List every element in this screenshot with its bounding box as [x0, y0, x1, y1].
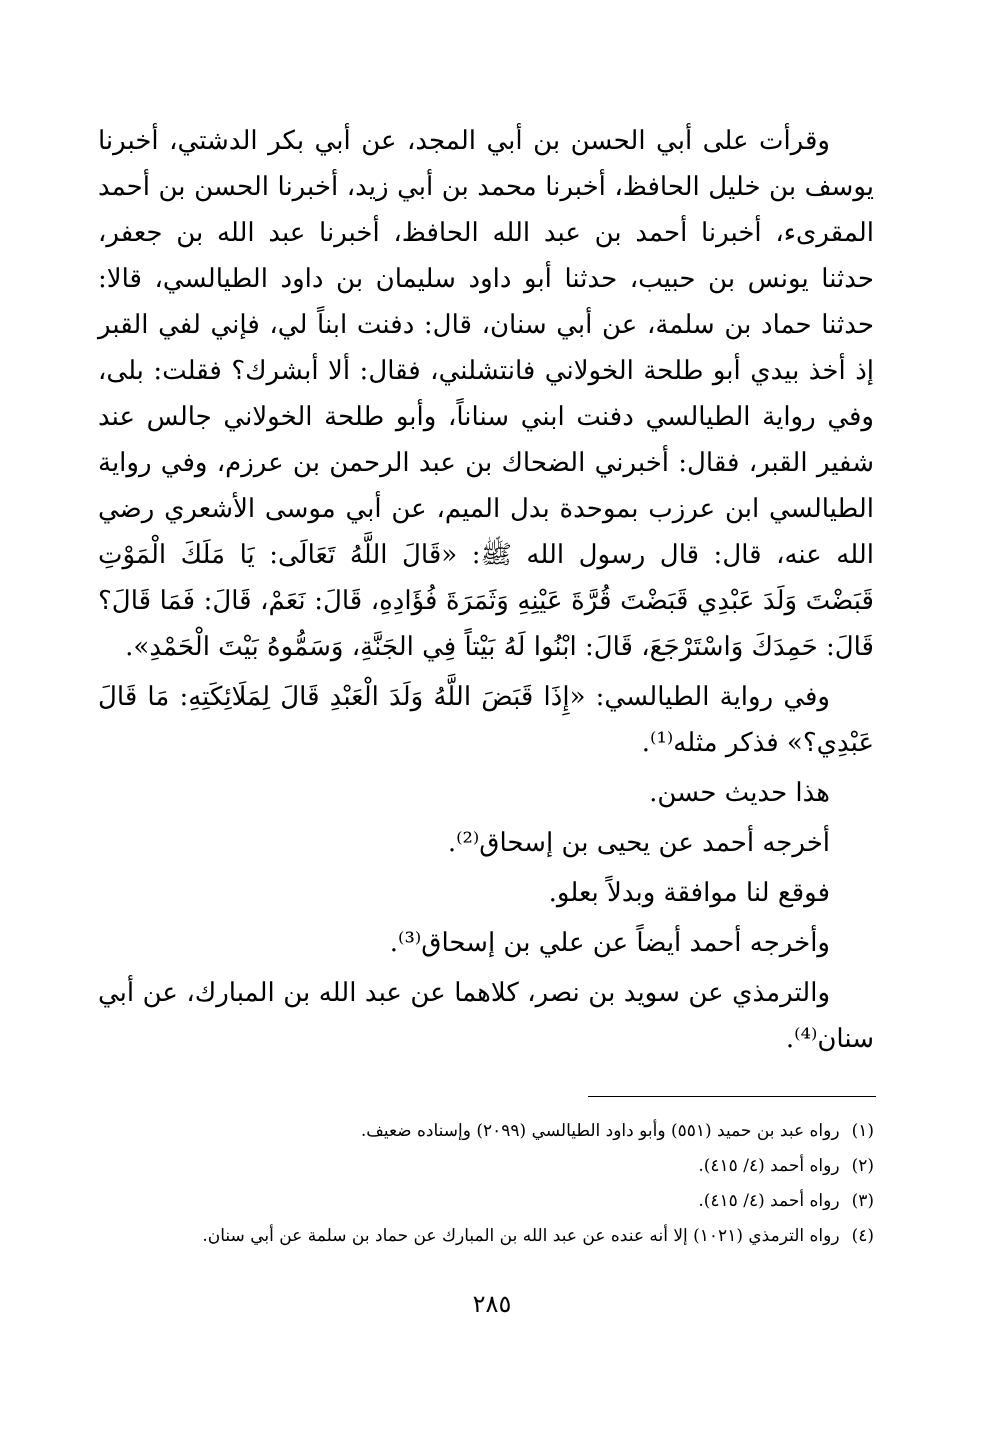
footnote-text: رواه عبد بن حميد (٥٥١) وأبو داود الطيالسي (٢٠٩٩) وإسناده ضعيف. [360, 1121, 840, 1141]
footnote-divider [588, 1096, 876, 1097]
paragraph-isnad: وقرأت على أبي الحسن بن أبي المجد، عن أبي بكر الدشتي، أخبرنا يوسف بن خليل الحافظ، أخبرنا محمد بن أبي زيد، أخبرنا الحسن بن أحمد المقرىء، أخبرنا أحمد بن عبد الله الحافظ، أخبرنا عبد الله بن جعفر، حدثنا يونس بن حبيب، حدثنا أبو داود سليمان بن داود الطيالسي، قالا: حدثنا حماد بن سلمة، عن أبي سنان، قال: دفنت ابناً لي، فإني لفي القبر إذ أخذ بيدي أبو طلحة الخولاني فانتشلني، فقال: ألا أبشرك؟ فقلت: بلى، وفي رواية الطيالسي دفنت ابني سناناً، وأبو طلحة الخولاني جالس عند شفير القبر، فقال: أخبرني الضحاك بن عبد الرحمن بن عرزم، وفي رواية الطيالسي ابن عرزب بموحدة بدل الميم، عن أبي موسى الأشعري رضي الله عنه، قال: قال رسول الله ﷺ: «قَالَ اللَّهُ تَعَالَى: يَا مَلَكَ الْمَوْتِ قَبَضْتَ وَلَدَ عَبْدِي قَبَضْتَ قُرَّةَ عَيْنِهِ وَثَمَرَةَ فُؤَادِهِ، قَالَ: نَعَمْ، قَالَ: فَمَا قَالَ؟ قَالَ: حَمِدَكَ وَاسْتَرْجَعَ، قَالَ: ابْنُوا لَهُ بَيْتاً فِي الجَنَّةِ، وَسَمُّوهُ بَيْتَ الْحَمْدِ». [98, 126, 874, 662]
footnote-text: رواه أحمد (٤/ ٤١٥). [698, 1156, 840, 1176]
paragraph-tirmidhi: والترمذي عن سويد بن نصر، كلاهما عن عبد الله بن المبارك، عن أبي سنان⁽⁴⁾. [98, 978, 874, 1054]
footnote-item [108, 1114, 874, 1149]
footnote-item [108, 1149, 874, 1184]
paragraph-ahmad-ali: وأخرجه أحمد أيضاً عن علي بن إسحاق⁽³⁾. [389, 928, 830, 958]
footnote-text: رواه أحمد (٤/ ٤١٥). [698, 1191, 840, 1211]
paragraph-tayalisi-version: وفي رواية الطيالسي: «إِذَا قَبَضَ اللَّهُ وَلَدَ الْعَبْدِ قَالَ لِمَلَائِكَتِهِ: مَا قَالَ عَبْدِي؟» فذكر مثله⁽¹⁾. [98, 682, 874, 758]
paragraph-hasan: هذا حديث حسن. [649, 778, 830, 808]
footnotes [108, 1114, 874, 1254]
footnote-number: (٣) [851, 1191, 874, 1211]
footnote-text: رواه الترمذي (١٠٢١) إلا أنه عنده عن عبد الله بن المبارك عن حماد بن سلمة عن أبي سنان. [202, 1226, 840, 1246]
paragraph-ahmad-yahya: أخرجه أحمد عن يحيى بن إسحاق⁽²⁾. [447, 828, 830, 858]
footnote-number: (٢) [851, 1156, 874, 1176]
page-number: ٢٨٥ [472, 1290, 512, 1318]
main-text [98, 118, 874, 1062]
footnote-item [108, 1184, 874, 1219]
paragraph-muwafaqa: فوقع لنا موافقة وبدلاً بعلو. [548, 878, 830, 908]
footnote-number: (٤) [851, 1226, 874, 1246]
footnote-number: (١) [851, 1121, 874, 1141]
footnote-item [108, 1219, 874, 1254]
